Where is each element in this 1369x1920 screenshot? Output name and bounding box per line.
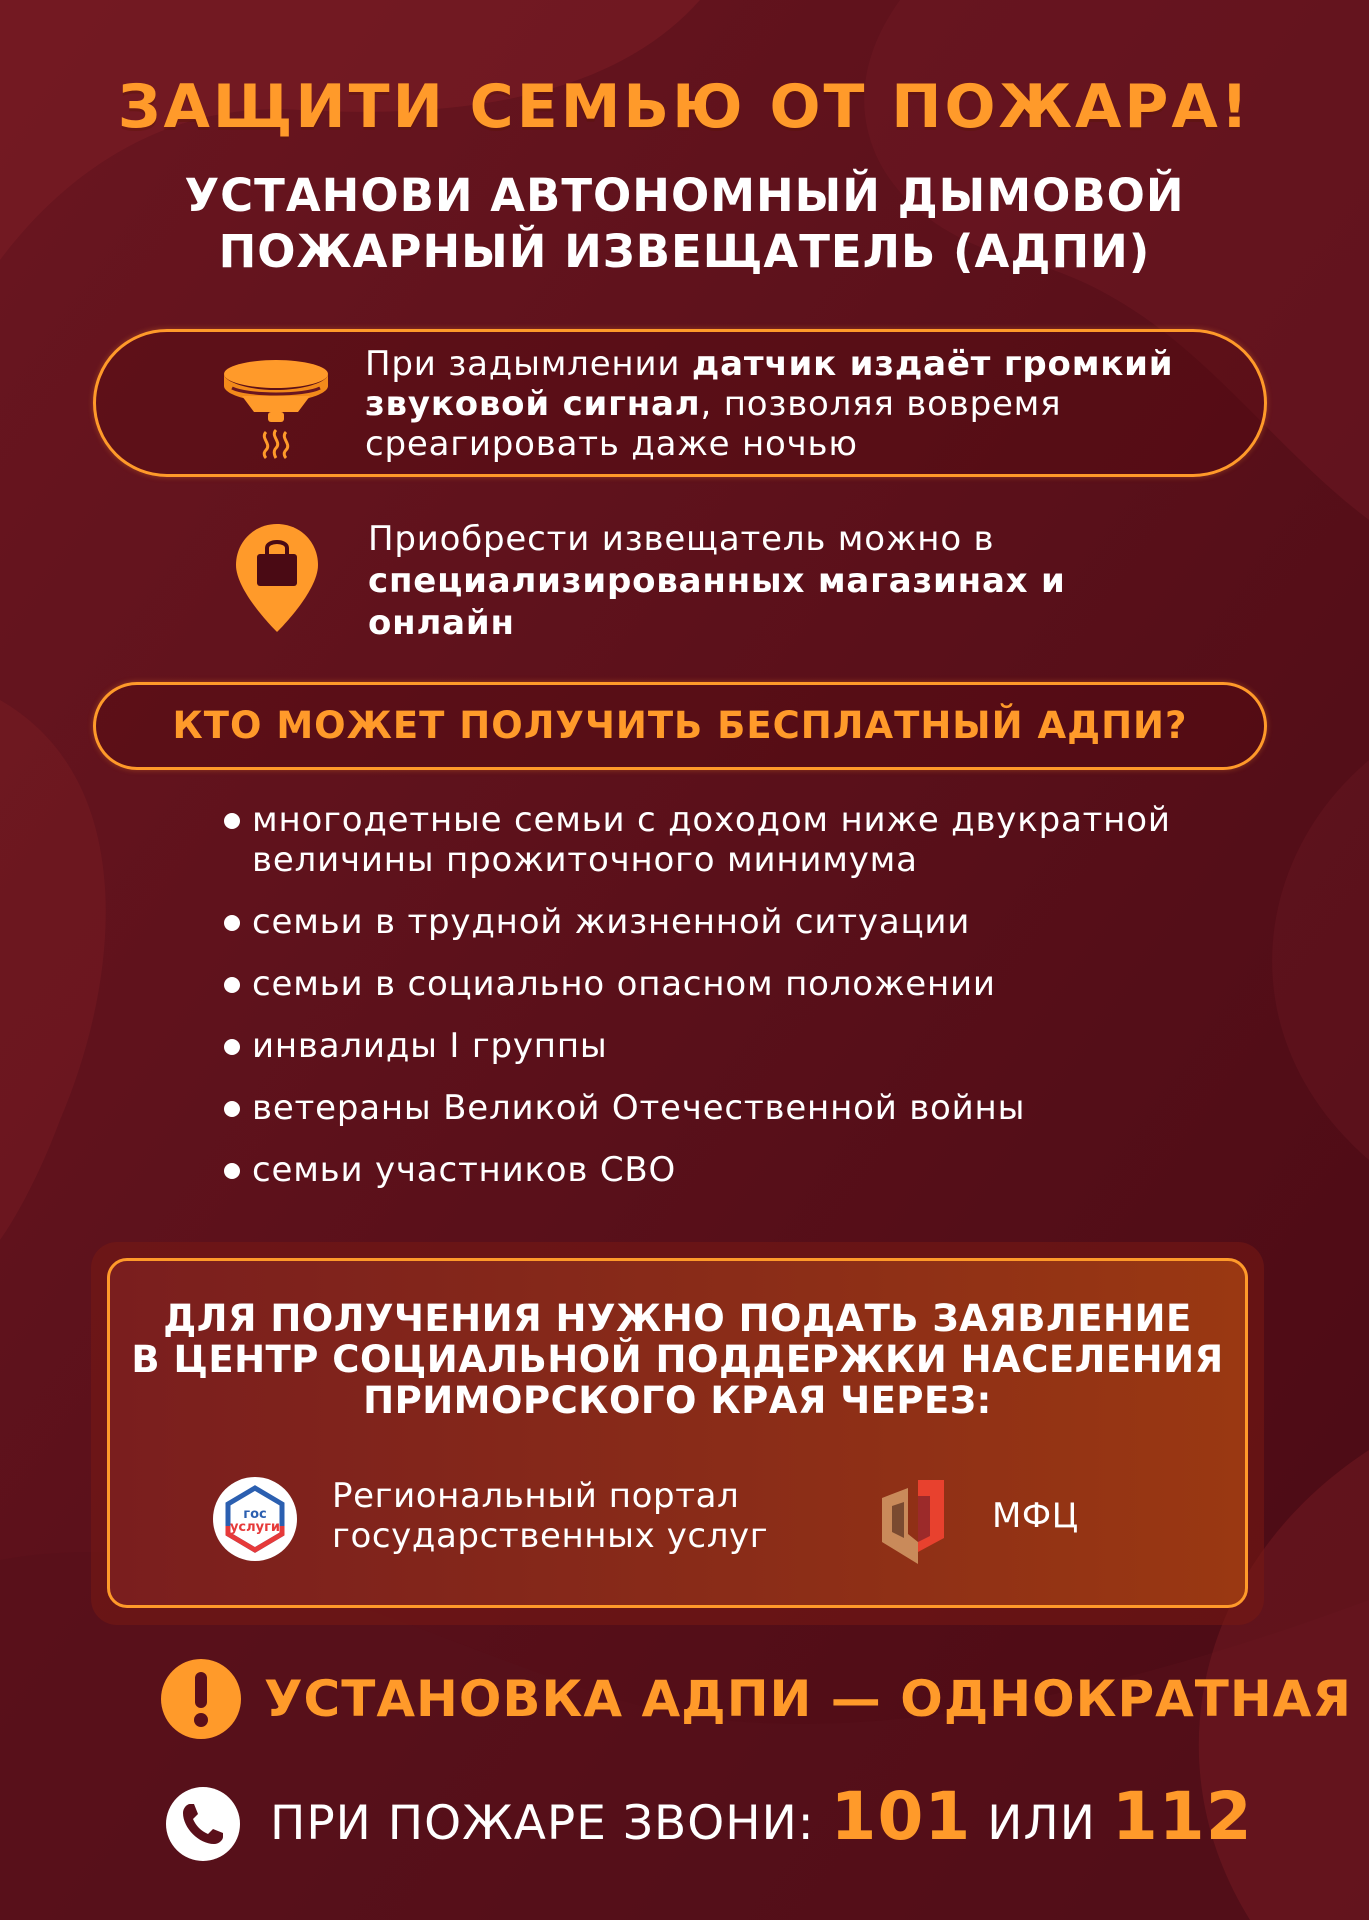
smoke-detector-icon xyxy=(218,352,334,462)
phone-icon xyxy=(165,1786,241,1862)
bullet-icon xyxy=(224,1163,240,1179)
apply-panel-heading xyxy=(107,1298,1248,1421)
list-item xyxy=(220,902,1240,942)
list-item-text: семьи в социально опасном положении xyxy=(252,964,996,1004)
alarm-info-part1: При задымлении xyxy=(365,344,692,384)
list-item-text: семьи в трудной жизненной ситуации xyxy=(252,902,971,942)
call-prefix: ПРИ ПОЖАРЕ ЗВОНИ: xyxy=(270,1796,831,1851)
apply-heading-line-1: ДЛЯ ПОЛУЧЕНИЯ НУЖНО ПОДАТЬ ЗАЯВЛЕНИЕ xyxy=(163,1297,1192,1340)
list-item-text: многодетные семьи с доходом ниже двукратной величины прожиточного минимума xyxy=(252,800,1171,880)
list-item xyxy=(220,1150,1240,1190)
page-title: ЗАЩИТИ СЕМЬЮ ОТ ПОЖАРА! xyxy=(117,72,1252,142)
list-item xyxy=(220,1026,1240,1066)
apply-heading-line-3: ПРИМОРСКОГО КРАЯ ЧЕРЕЗ: xyxy=(363,1379,992,1422)
list-item-text: семьи участников СВО xyxy=(252,1150,677,1190)
list-item xyxy=(220,964,1240,1004)
emergency-number-101: 101 xyxy=(830,1778,972,1855)
portal-text: Региональный портал государственных услуг xyxy=(332,1476,769,1556)
emergency-number-112: 112 xyxy=(1111,1778,1253,1855)
emergency-call-line xyxy=(270,1772,1253,1869)
gosuslugi-logo-icon xyxy=(212,1476,298,1562)
call-or: ИЛИ xyxy=(971,1796,1112,1851)
mfc-logo-icon xyxy=(878,1476,948,1568)
page-subtitle xyxy=(0,168,1369,280)
list-item xyxy=(220,1088,1240,1128)
alarm-info-part2: , позволяя вовремя среагировать даже ночью xyxy=(365,384,1062,464)
bullet-icon xyxy=(224,1101,240,1117)
shop-info-text xyxy=(368,518,1128,644)
subtitle-line-1: УСТАНОВИ АВТОНОМНЫЙ ДЫМОВОЙ xyxy=(184,169,1185,222)
eligible-list xyxy=(220,800,1240,1212)
subtitle-line-2: ПОЖАРНЫЙ ИЗВЕЩАТЕЛЬ (АДПИ) xyxy=(218,225,1151,278)
gosuslugi-logo-word-1: гос xyxy=(243,1507,267,1522)
mfc-text: МФЦ xyxy=(992,1496,1079,1536)
bullet-icon xyxy=(224,977,240,993)
shop-info-part1: Приобрести извещатель можно в xyxy=(368,519,995,559)
shop-location-icon xyxy=(232,520,322,636)
list-item xyxy=(220,800,1232,880)
shop-info-bold: специализированных магазинах и онлайн xyxy=(368,561,1066,643)
gosuslugi-logo-word-2: услуги xyxy=(229,1520,281,1535)
who-heading: КТО МОЖЕТ ПОЛУЧИТЬ БЕСПЛАТНЫЙ АДПИ? xyxy=(93,682,1267,770)
exclamation-icon xyxy=(160,1658,242,1740)
apply-heading-line-2: В ЦЕНТР СОЦИАЛЬНОЙ ПОДДЕРЖКИ НАСЕЛЕНИЯ xyxy=(131,1338,1224,1381)
alarm-info-bold: датчик издаёт громкий звуковой сигнал xyxy=(365,344,1174,424)
list-item-text: инвалиды I группы xyxy=(252,1026,608,1066)
bullet-icon xyxy=(224,1039,240,1055)
bullet-icon xyxy=(224,915,240,931)
alarm-info-text xyxy=(365,344,1215,464)
list-item-text: ветераны Великой Отечественной войны xyxy=(252,1088,1026,1128)
one-time-notice: УСТАНОВКА АДПИ — ОДНОКРАТНАЯ xyxy=(264,1670,1352,1728)
bullet-icon xyxy=(224,813,240,829)
